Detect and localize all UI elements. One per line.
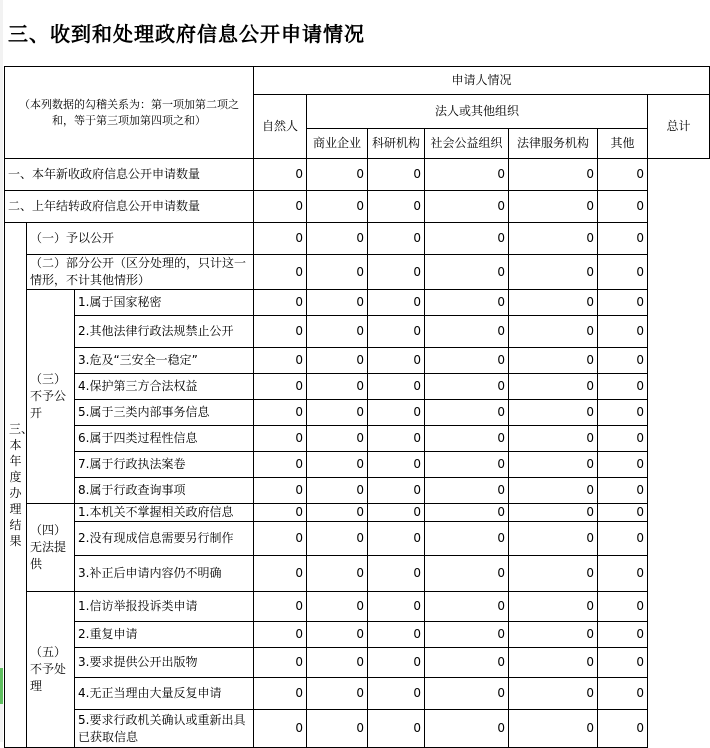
row-label: （二）部分公开（区分处理的，只计这一情形，不计其他情形） — [27, 255, 254, 290]
value-cell: 0 — [509, 678, 598, 710]
value-cell: 0 — [307, 191, 368, 223]
value-cell: 0 — [254, 478, 307, 504]
value-cell: 0 — [509, 648, 598, 678]
table-row — [5, 522, 710, 556]
row-label: 7.属于行政执法案卷 — [75, 452, 254, 478]
sub-header-business: 商业企业 — [307, 129, 368, 159]
value-cell: 0 — [598, 622, 648, 648]
value-cell: 0 — [425, 556, 509, 592]
value-cell: 0 — [598, 374, 648, 400]
value-cell: 0 — [509, 316, 598, 348]
table-row — [5, 710, 710, 748]
value-cell: 0 — [509, 191, 598, 223]
row-selection-marker — [0, 668, 3, 704]
table-row — [5, 290, 710, 316]
table-row — [5, 223, 710, 255]
value-cell: 0 — [368, 348, 425, 374]
value-cell: 0 — [368, 255, 425, 290]
table-row — [5, 426, 710, 452]
value-cell: 0 — [509, 522, 598, 556]
value-cell: 0 — [368, 710, 425, 748]
value-cell: 0 — [368, 316, 425, 348]
value-cell: 0 — [254, 290, 307, 316]
value-cell: 0 — [368, 290, 425, 316]
value-cell: 0 — [368, 374, 425, 400]
row-label: 3.补正后申请内容仍不明确 — [75, 556, 254, 592]
value-cell: 0 — [307, 316, 368, 348]
application-stats-table — [4, 66, 710, 748]
value-cell: 0 — [307, 374, 368, 400]
value-cell: 0 — [307, 678, 368, 710]
value-cell: 0 — [307, 556, 368, 592]
value-cell: 0 — [254, 255, 307, 290]
value-cell: 0 — [307, 504, 368, 522]
value-cell: 0 — [368, 592, 425, 622]
row-label: 6.属于四类过程性信息 — [75, 426, 254, 452]
value-cell: 0 — [509, 452, 598, 478]
value-cell: 0 — [307, 400, 368, 426]
value-cell: 0 — [368, 426, 425, 452]
value-cell: 0 — [509, 374, 598, 400]
value-cell: 0 — [254, 710, 307, 748]
row-label: 1.本机关不掌握相关政府信息 — [75, 504, 254, 522]
value-cell: 0 — [598, 478, 648, 504]
value-cell: 0 — [368, 452, 425, 478]
sub-header-other: 其他 — [598, 129, 648, 159]
value-cell: 0 — [598, 648, 648, 678]
table-row — [5, 316, 710, 348]
value-cell: 0 — [254, 223, 307, 255]
value-cell: 0 — [307, 159, 368, 191]
value-cell: 0 — [598, 159, 648, 191]
group-label-unavailable: （四）无法提供 — [27, 504, 75, 592]
column-note: （本列数据的勾稽关系为：第一项加第二项之和，等于第三项加第四项之和） — [5, 67, 254, 159]
row-label: 8.属于行政查询事项 — [75, 478, 254, 504]
table-row — [5, 678, 710, 710]
value-cell: 0 — [425, 622, 509, 648]
value-cell: 0 — [509, 592, 598, 622]
sub-header-public-welfare: 社会公益组织 — [425, 129, 509, 159]
result-group-label — [5, 223, 34, 748]
value-cell: 0 — [368, 556, 425, 592]
value-cell: 0 — [307, 522, 368, 556]
value-cell: 0 — [254, 648, 307, 678]
value-cell: 0 — [509, 478, 598, 504]
sub-header-research: 科研机构 — [368, 129, 425, 159]
value-cell: 0 — [254, 622, 307, 648]
value-cell: 0 — [425, 710, 509, 748]
value-cell: 0 — [509, 710, 598, 748]
value-cell: 0 — [307, 622, 368, 648]
value-cell: 0 — [598, 400, 648, 426]
value-cell: 0 — [425, 452, 509, 478]
value-cell: 0 — [254, 522, 307, 556]
value-cell: 0 — [425, 678, 509, 710]
value-cell: 0 — [598, 504, 648, 522]
value-cell: 0 — [368, 504, 425, 522]
value-cell: 0 — [254, 348, 307, 374]
value-cell: 0 — [254, 556, 307, 592]
row-label: 4.保护第三方合法权益 — [75, 374, 254, 400]
value-cell: 0 — [425, 316, 509, 348]
section-title: 三、收到和处理政府信息公开申请情况 — [8, 22, 365, 46]
value-cell: 0 — [425, 504, 509, 522]
value-cell: 0 — [368, 400, 425, 426]
table-row — [5, 374, 710, 400]
value-cell: 0 — [254, 159, 307, 191]
value-cell: 0 — [425, 400, 509, 426]
table-row — [5, 648, 710, 678]
value-cell: 0 — [509, 556, 598, 592]
value-cell: 0 — [368, 223, 425, 255]
value-cell: 0 — [598, 290, 648, 316]
value-cell: 0 — [425, 592, 509, 622]
value-cell: 0 — [368, 191, 425, 223]
value-cell: 0 — [368, 522, 425, 556]
value-cell: 0 — [368, 478, 425, 504]
value-cell: 0 — [368, 159, 425, 191]
row-label: 3.危及“三安全一稳定” — [75, 348, 254, 374]
value-cell: 0 — [254, 452, 307, 478]
value-cell: 0 — [598, 255, 648, 290]
value-cell: 0 — [307, 478, 368, 504]
group-label-not-processed: （五）不予处理 — [27, 592, 75, 748]
value-cell: 0 — [307, 348, 368, 374]
value-cell: 0 — [254, 504, 307, 522]
value-cell: 0 — [425, 374, 509, 400]
value-cell: 0 — [254, 316, 307, 348]
row-label: 4.无正当理由大量反复申请 — [75, 678, 254, 710]
natural-person-header: 自然人 — [254, 95, 307, 159]
value-cell: 0 — [425, 426, 509, 452]
value-cell: 0 — [307, 710, 368, 748]
value-cell: 0 — [598, 452, 648, 478]
value-cell: 0 — [509, 159, 598, 191]
value-cell: 0 — [598, 592, 648, 622]
total-header: 总计 — [648, 95, 710, 159]
result-group-label-text: 三、本年度办理结果 — [9, 422, 34, 548]
row-label: （一）予以公开 — [27, 223, 254, 255]
value-cell: 0 — [254, 191, 307, 223]
row-label: 5.要求行政机关确认或重新出具已获取信息 — [75, 710, 254, 748]
sub-header-legal-service: 法律服务机构 — [509, 129, 598, 159]
table-row — [5, 556, 710, 592]
value-cell: 0 — [598, 556, 648, 592]
value-cell: 0 — [425, 290, 509, 316]
row-label: 2.没有现成信息需要另行制作 — [75, 522, 254, 556]
value-cell: 0 — [598, 678, 648, 710]
value-cell: 0 — [425, 522, 509, 556]
applicant-header: 申请人情况 — [254, 67, 710, 95]
value-cell: 0 — [368, 622, 425, 648]
value-cell: 0 — [425, 159, 509, 191]
value-cell: 0 — [307, 648, 368, 678]
value-cell: 0 — [307, 255, 368, 290]
table-row — [5, 478, 710, 504]
row-label: 1.属于国家秘密 — [75, 290, 254, 316]
value-cell: 0 — [425, 478, 509, 504]
value-cell: 0 — [307, 426, 368, 452]
value-cell: 0 — [598, 191, 648, 223]
value-cell: 0 — [598, 522, 648, 556]
value-cell: 0 — [509, 255, 598, 290]
row-label: 二、上年结转政府信息公开申请数量 — [5, 191, 254, 223]
row-label: 5.属于三类内部事务信息 — [75, 400, 254, 426]
value-cell: 0 — [598, 223, 648, 255]
value-cell: 0 — [307, 223, 368, 255]
value-cell: 0 — [425, 223, 509, 255]
value-cell: 0 — [254, 374, 307, 400]
row-label: 1.信访举报投诉类申请 — [75, 592, 254, 622]
value-cell: 0 — [598, 710, 648, 748]
row-label: 2.重复申请 — [75, 622, 254, 648]
value-cell: 0 — [307, 290, 368, 316]
value-cell: 0 — [307, 592, 368, 622]
table-row — [5, 592, 710, 622]
table-row — [5, 504, 710, 522]
value-cell: 0 — [509, 622, 598, 648]
value-cell: 0 — [509, 426, 598, 452]
value-cell: 0 — [254, 678, 307, 710]
value-cell: 0 — [509, 223, 598, 255]
row-label: 2.其他法律行政法规禁止公开 — [75, 316, 254, 348]
table-row — [5, 622, 710, 648]
value-cell: 0 — [425, 348, 509, 374]
value-cell: 0 — [598, 426, 648, 452]
table-row — [5, 400, 710, 426]
row-label: 一、本年新收政府信息公开申请数量 — [5, 159, 254, 191]
table-row — [5, 159, 710, 191]
value-cell: 0 — [254, 426, 307, 452]
value-cell: 0 — [368, 678, 425, 710]
value-cell: 0 — [254, 592, 307, 622]
value-cell: 0 — [254, 400, 307, 426]
value-cell: 0 — [425, 648, 509, 678]
value-cell: 0 — [598, 316, 648, 348]
value-cell: 0 — [509, 290, 598, 316]
row-label: 3.要求提供公开出版物 — [75, 648, 254, 678]
value-cell: 0 — [509, 400, 598, 426]
value-cell: 0 — [368, 648, 425, 678]
spreadsheet-left-gutter — [0, 0, 3, 742]
table-row — [5, 255, 710, 290]
table-row — [5, 452, 710, 478]
value-cell: 0 — [509, 348, 598, 374]
value-cell: 0 — [598, 348, 648, 374]
value-cell: 0 — [425, 191, 509, 223]
value-cell: 0 — [425, 255, 509, 290]
group-label-withheld: （三）不予公开 — [27, 290, 75, 504]
legal-entity-header: 法人或其他组织 — [307, 95, 648, 129]
table-row — [5, 348, 710, 374]
value-cell: 0 — [509, 504, 598, 522]
value-cell: 0 — [307, 452, 368, 478]
table-row — [5, 191, 710, 223]
